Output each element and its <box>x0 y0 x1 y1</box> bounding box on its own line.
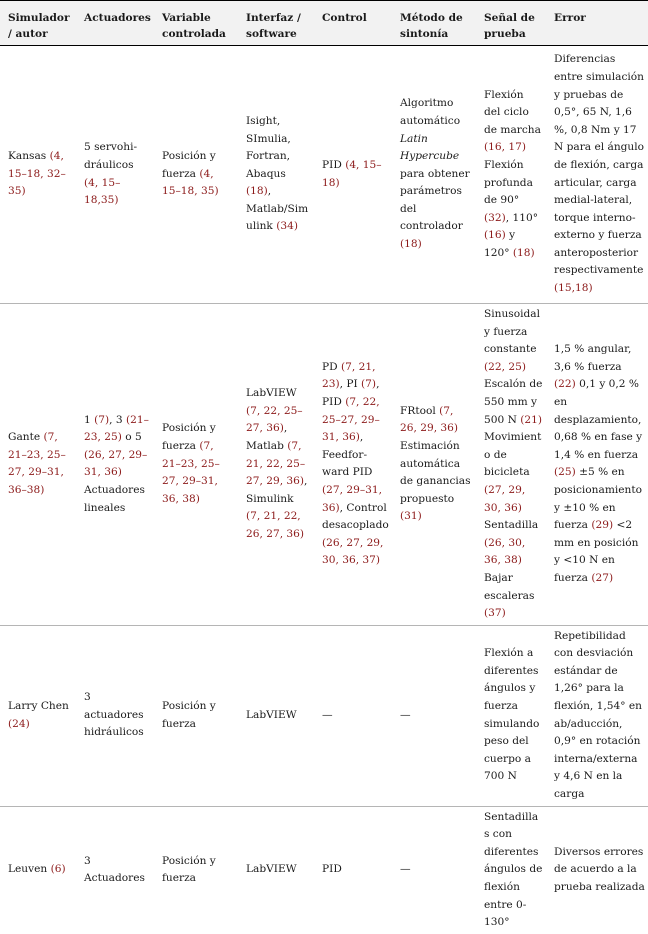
cell-tuning <box>392 625 476 806</box>
cell-text: , PI <box>339 378 362 391</box>
citation: (7, 26, 29, 36) <box>400 404 459 435</box>
cell-text: Actuadores lineales <box>84 483 145 514</box>
cell-error <box>546 46 648 304</box>
citation: (21) <box>520 413 542 426</box>
citation: (4, 15–18, 32–35) <box>8 150 66 198</box>
citation: (22) <box>554 378 576 391</box>
cell-error <box>546 304 648 626</box>
citation: (32) <box>484 211 506 224</box>
cell-text: Estimación automática de ganancias propuesto <box>400 439 471 505</box>
cell-error <box>546 625 648 806</box>
cell-control <box>314 46 392 304</box>
cell-text: — <box>400 863 411 876</box>
citation: (16, 17) <box>484 141 526 154</box>
header-cell: Método de sintonía <box>392 1 476 46</box>
cell-text: 1,5 % angular, 3,6 % fuerza <box>554 343 632 373</box>
cell-text: 0,1 y 0,2 % en desplazamiento, 0,68 % en fase y 1,4 % en fuerza <box>554 378 643 461</box>
citation: (16) <box>484 229 506 242</box>
cell-text: , Simulink <box>246 475 308 505</box>
cell-interface <box>238 304 314 626</box>
cell-error <box>546 806 648 934</box>
cell-control <box>314 304 392 626</box>
citation: (7, 22, 25–27, 29–31, 36) <box>322 395 380 444</box>
citation: (7, 21–23, 25–27, 29–31, 36, 38) <box>162 439 220 505</box>
header-cell: Interfaz / software <box>238 1 314 46</box>
cell-interface <box>238 46 314 304</box>
citation: (4, 15–18,35) <box>84 176 121 207</box>
citation: (24) <box>8 717 30 730</box>
cell-text: Diversos errores de acuerdo a la prueba realizada <box>554 845 645 893</box>
cell-text: 3 Actuadores <box>84 854 145 885</box>
cell-variable <box>154 625 238 806</box>
citation: (7) <box>361 378 377 391</box>
cell-text: — <box>400 708 411 721</box>
citation: (22, 25) <box>484 360 526 373</box>
cell-text: , PID <box>322 378 380 408</box>
citation: (4, 15–18) <box>322 158 382 189</box>
cell-text: Latin Hypercube <box>400 132 460 163</box>
cell-text: PID <box>322 863 342 876</box>
table-row-kansas <box>0 46 648 304</box>
cell-text: Escalón de 550 mm y 500 N <box>484 378 543 426</box>
table-header-row <box>0 1 648 46</box>
cell-text: Sentadillas con diferentes ángulos de flexión entre 0-130° <box>484 810 543 929</box>
cell-text: y 120° <box>484 229 516 259</box>
cell-text: PD <box>322 360 341 373</box>
header-cell: Simulador / autor <box>0 1 76 46</box>
cell-text: — <box>322 708 333 721</box>
cell-simulator <box>0 46 76 304</box>
table-row-leuven <box>0 806 648 934</box>
cell-text: Posición y fuerza <box>162 700 216 730</box>
cell-text: 5 servohi-dráulicos <box>84 141 138 171</box>
cell-text: Flexión profunda de 90° <box>484 158 533 207</box>
cell-text: Leuven <box>8 863 51 876</box>
citation: (7, 21, 22, 25–27, 29, 36) <box>246 439 306 488</box>
cell-text: Sinusoidal y fuerza constante <box>484 308 540 356</box>
cell-text: Movimiento de bicicleta <box>484 431 542 479</box>
cell-variable <box>154 304 238 626</box>
cell-text: Repetibilidad con desviación estándar de 1,26° para la flexión, 1,54° en ab/aducción, 0,9° en rotación interna/externa y 4,6 N en la carga <box>554 629 642 801</box>
citation: (37) <box>484 607 506 620</box>
cell-text: Larry Chen <box>8 700 69 713</box>
citation: (7, 21–23, 25–27, 29–31, 36–38) <box>8 431 66 496</box>
citation: (27, 29, 30, 36) <box>484 483 526 514</box>
cell-interface <box>238 806 314 934</box>
cell-text: LabVIEW <box>246 387 297 400</box>
cell-text: LabVIEW <box>246 863 297 876</box>
citation: (15,18) <box>554 282 593 295</box>
cell-text: Posición y fuerza <box>162 422 216 452</box>
citation: (21–23, 25) <box>84 413 149 444</box>
cell-actuators <box>76 304 154 626</box>
table-row-larry-chen <box>0 625 648 806</box>
cell-variable <box>154 806 238 934</box>
citation: (7) <box>94 413 110 426</box>
cell-signal <box>476 46 546 304</box>
cell-text: Posición y fuerza <box>162 854 216 885</box>
citation: (27, 29–31, 36) <box>322 483 382 514</box>
table-row-gante <box>0 304 648 626</box>
citation: (18) <box>400 238 422 251</box>
citation: (31) <box>400 510 422 523</box>
cell-text: Isight, SImulia, Fortran, Abaqus <box>246 114 291 180</box>
cell-text: , 3 <box>109 413 126 426</box>
cell-simulator <box>0 806 76 934</box>
citation: (18) <box>512 246 535 259</box>
cell-variable <box>154 46 238 304</box>
header-cell: Error <box>546 1 648 46</box>
header-cell: Señal de prueba <box>476 1 546 46</box>
cell-text: o 5 <box>121 431 142 444</box>
header-cell: Control <box>314 1 392 46</box>
citation: (25) <box>554 466 576 479</box>
cell-text: Gante <box>8 431 44 444</box>
cell-actuators <box>76 46 154 304</box>
cell-interface <box>238 625 314 806</box>
cell-text: Flexión del ciclo de marcha <box>484 88 541 136</box>
cell-actuators <box>76 625 154 806</box>
cell-text: para obtener parámetros del controlador <box>400 167 470 233</box>
cell-simulator <box>0 625 76 806</box>
citation: (26, 30, 36, 38) <box>484 536 526 567</box>
cell-text: LabVIEW <box>246 708 297 721</box>
cell-text: Flexión a diferentes ángulos y fuerza simulando peso del cuerpo a 700 N <box>484 647 540 783</box>
cell-signal <box>476 806 546 934</box>
citation: (26, 27, 29–31, 36) <box>84 448 148 479</box>
cell-actuators <box>76 806 154 934</box>
cell-text: FRtool <box>400 404 440 417</box>
cell-tuning <box>392 304 476 626</box>
cell-tuning <box>392 46 476 304</box>
cell-text: Bajar escaleras <box>484 571 535 602</box>
citation: (26, 27, 29, 30, 36, 37) <box>322 536 384 567</box>
cell-text: , Matlab <box>246 422 288 452</box>
citation: (34) <box>276 220 298 233</box>
cell-text: ±5 % en posicionamiento y ±10 % en fuerza <box>554 466 642 532</box>
cell-text: PID <box>322 158 346 171</box>
citation: (27) <box>591 571 614 584</box>
citation: (29) <box>591 519 614 532</box>
cell-text: 1 <box>84 413 95 426</box>
citation: (18) <box>246 185 268 198</box>
header-cell: Actuadores <box>76 1 154 46</box>
cell-text: 3 actuadores hidráulicos <box>84 691 144 739</box>
cell-text: , Control desacoplado <box>322 501 389 532</box>
cell-simulator <box>0 304 76 626</box>
cell-control <box>314 806 392 934</box>
cell-text: Diferencias entre simulación y pruebas de 0,5°, 65 N, 1,6 %, 0,8 Nm y 17 N para el ángulo de flexión, carga articular, carga medial-lateral, torque interno-externo y fuerza anteroposterior respectivamente <box>554 53 645 277</box>
citation: (6) <box>50 863 66 876</box>
citation: (7, 22, 25–27, 36) <box>246 404 303 435</box>
cell-text: Posición y fuerza <box>162 150 216 180</box>
cell-tuning <box>392 806 476 934</box>
citation: (7, 21, 22, 26, 27, 36) <box>246 510 305 540</box>
cell-text: <2 mm en posición y <10 N en fuerza <box>554 519 639 584</box>
cell-text: Kansas <box>8 150 50 163</box>
cell-text: Sentadilla <box>484 519 539 532</box>
cell-control <box>314 625 392 806</box>
header-cell: Variable controlada <box>154 1 238 46</box>
cell-text: , Feedfor-ward PID <box>322 431 373 479</box>
cell-text: , Matlab/Simulink <box>246 185 309 233</box>
cell-text: , 110° <box>505 211 539 224</box>
cell-signal <box>476 304 546 626</box>
citation: (4, 15–18, 35) <box>162 167 219 198</box>
citation: (7, 21, 23) <box>322 360 376 391</box>
cell-signal <box>476 625 546 806</box>
cell-text: Algoritmo automático <box>400 97 461 127</box>
